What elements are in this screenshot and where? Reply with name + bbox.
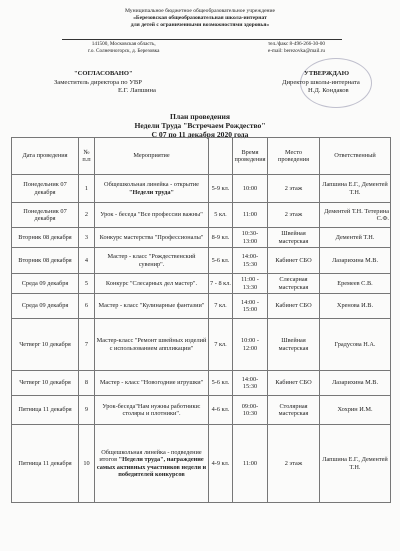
approval-left-title: "СОГЛАСОВАНО" xyxy=(74,70,133,77)
header-responsible: Ответственный xyxy=(320,138,391,175)
place-cell: Кабинет СБО xyxy=(268,294,320,319)
date-cell: Пятница 11 декабря xyxy=(12,425,79,503)
event-cell xyxy=(95,294,209,319)
date-cell: Вторник 08 декабря xyxy=(12,228,79,248)
table-row xyxy=(12,425,391,503)
plan-line-2: Недели Труда "Встречаем Рождество" xyxy=(134,121,266,130)
responsible-cell: Градусова Н.А. xyxy=(320,319,391,371)
number-cell: 1 xyxy=(79,175,95,203)
responsible-cell: Лазарихина М.В. xyxy=(320,248,391,274)
event-cell xyxy=(95,425,209,503)
address-left-line-2: г.о. Солнечногорск, д. Березовка xyxy=(88,47,160,54)
approval-left xyxy=(54,70,156,96)
time-cell: 11:00 xyxy=(233,203,268,228)
time-cell: 10:00 - 12:00 xyxy=(233,319,268,371)
date-cell: Четверг 10 декабря xyxy=(12,319,79,371)
header-number: № п.п xyxy=(79,138,95,175)
header-event: Мероприятие xyxy=(95,138,209,175)
date-cell: Среда 09 декабря xyxy=(12,294,79,319)
number-cell: 4 xyxy=(79,248,95,274)
table-row xyxy=(12,294,391,319)
class-cell: 5 кл. xyxy=(209,203,233,228)
time-cell: 11:00 xyxy=(233,425,268,503)
event-cell xyxy=(95,319,209,371)
class-cell: 4-6 кл. xyxy=(209,396,233,425)
event-text: Общешкольная линейка - подведение итогов xyxy=(99,448,202,464)
event-cell xyxy=(95,203,209,228)
responsible-cell: Хренова И.В. xyxy=(320,294,391,319)
class-cell: 7 - 8 кл. xyxy=(209,274,233,294)
class-cell: 7 кл. xyxy=(209,319,233,371)
date-cell: Вторник 08 декабря xyxy=(12,248,79,274)
responsible-cell: Еремеев С.В. xyxy=(320,274,391,294)
number-cell: 2 xyxy=(79,203,95,228)
approval-right-role: Директор школы-интерната xyxy=(282,78,360,86)
header-class xyxy=(209,138,233,175)
event-text: Общешкольная линейка - открытие xyxy=(104,181,199,189)
responsible-cell: Дементей Т.Н. Тетерина С.Ф. xyxy=(320,203,391,228)
table-row xyxy=(12,203,391,228)
table-row xyxy=(12,228,391,248)
time-cell: 11:00 - 13:30 xyxy=(233,274,268,294)
place-cell: Швейная мастерская xyxy=(268,228,320,248)
date-cell: Пятница 11 декабря xyxy=(12,396,79,425)
responsible-cell: Лапшина Е.Г., Дементей Т.Н. xyxy=(320,425,391,503)
address-right-line-1: тел./факс 8-496-266-30-00 xyxy=(268,41,325,47)
table-row xyxy=(12,248,391,274)
org-line-2: «Березовская общеобразовательная школа-интернат xyxy=(133,15,267,21)
class-cell: 5-6 кл. xyxy=(209,371,233,396)
responsible-cell: Лапшина Е.Г., Дементей Т.Н. xyxy=(320,175,391,203)
header-divider xyxy=(62,39,342,40)
schedule-table xyxy=(11,137,391,503)
table-row xyxy=(12,371,391,396)
org-line-3: для детей с ограниченными возможностями здоровья» xyxy=(130,22,270,28)
place-cell: Швейная мастерская xyxy=(268,319,320,371)
table-row xyxy=(12,274,391,294)
class-cell: 8-9 кл. xyxy=(209,228,233,248)
time-cell: 10:00 xyxy=(233,175,268,203)
plan-line-3: С 07 по 11 декабря 2020 года xyxy=(151,130,249,139)
date-cell: Понедельник 07 декабря xyxy=(12,203,79,228)
event-cell xyxy=(95,248,209,274)
event-cell xyxy=(95,396,209,425)
address-left-line-1: 141500, Московская область, xyxy=(91,41,156,47)
time-cell: 09:00- 10:30 xyxy=(233,396,268,425)
date-cell: Среда 09 декабря xyxy=(12,274,79,294)
date-cell: Понедельник 07 декабря xyxy=(12,175,79,203)
approval-right-name: Н.Д. Кондаков xyxy=(308,87,349,94)
table-row xyxy=(12,175,391,203)
event-text: Урок - беседа "Все профессии важны" xyxy=(100,211,203,219)
time-cell: 14:00- 15:30 xyxy=(233,371,268,396)
responsible-cell: Лазарихина М.В. xyxy=(320,371,391,396)
event-highlight: "Недели труда", награждение самых активных участников недели и победителей конкурсов xyxy=(96,456,207,478)
event-text: Конкурс "Слесарных дел мастер". xyxy=(105,279,198,287)
org-line-1: Муниципальное бюджетное общеобразовательное учреждение xyxy=(124,8,276,14)
header-date: Дата проведения xyxy=(12,138,79,175)
event-highlight: "Недели труда" xyxy=(129,188,174,196)
event-cell xyxy=(95,371,209,396)
plan-title xyxy=(0,112,400,139)
number-cell: 7 xyxy=(79,319,95,371)
responsible-cell: Дементей Т.Н. xyxy=(320,228,391,248)
event-text: Мастер-класс "Ремонт швейных изделий с использованием аппликации" xyxy=(96,337,207,352)
class-cell: 5-9 кл. xyxy=(209,175,233,203)
date-cell: Четверг 10 декабря xyxy=(12,371,79,396)
address-right xyxy=(268,41,325,54)
event-cell xyxy=(95,228,209,248)
approval-right xyxy=(282,70,360,96)
place-cell: Столярная мастерская xyxy=(268,396,320,425)
event-text: Мастер - класс "Новогодние игрушки" xyxy=(99,379,204,387)
address-left xyxy=(88,41,159,54)
number-cell: 3 xyxy=(79,228,95,248)
responsible-cell: Хохрин И.М. xyxy=(320,396,391,425)
number-cell: 9 xyxy=(79,396,95,425)
number-cell: 10 xyxy=(79,425,95,503)
plan-line-1: План проведения xyxy=(170,112,230,121)
place-cell: Слесарная мастерская xyxy=(268,274,320,294)
place-cell: Кабинет СБО xyxy=(268,371,320,396)
event-text: Мастер - класс "Кулинарные фантазии" xyxy=(98,302,205,310)
table-body xyxy=(12,175,391,503)
header-time: Время проведения xyxy=(233,138,268,175)
event-text: Конкурс мастерства "Профессионалы" xyxy=(99,233,204,241)
class-cell: 7 кл. xyxy=(209,294,233,319)
place-cell: 2 этаж xyxy=(268,203,320,228)
address-right-line-2: e-mail: berezovka@mail.ru xyxy=(268,47,325,54)
event-cell xyxy=(95,175,209,203)
number-cell: 8 xyxy=(79,371,95,396)
place-cell: 2 этаж xyxy=(268,425,320,503)
time-cell: 14:00 - 15:00 xyxy=(233,294,268,319)
organization-header xyxy=(0,8,400,29)
time-cell: 10:30- 13:00 xyxy=(233,228,268,248)
event-cell xyxy=(95,274,209,294)
class-cell: 4-9 кл. xyxy=(209,425,233,503)
class-cell: 5-6 кл. xyxy=(209,248,233,274)
place-cell: 2 этаж xyxy=(268,175,320,203)
time-cell: 14:00- 15:30 xyxy=(233,248,268,274)
number-cell: 6 xyxy=(79,294,95,319)
approval-left-name: Е.Г. Лапшина xyxy=(118,87,156,94)
event-text: Мастер - класс "Рождественский сувенир". xyxy=(107,253,196,268)
event-text: Урок-беседа"Нам нужны работники: столяры и плотники". xyxy=(102,402,201,417)
header-place: Место проведения xyxy=(268,138,320,175)
approval-left-role: Заместитель директора по УВР xyxy=(54,78,142,86)
table-row xyxy=(12,319,391,371)
table-row xyxy=(12,396,391,425)
place-cell: Кабинет СБО xyxy=(268,248,320,274)
table-header-row xyxy=(12,138,391,175)
number-cell: 5 xyxy=(79,274,95,294)
approval-right-title: УТВЕРЖДАЮ xyxy=(304,70,350,77)
